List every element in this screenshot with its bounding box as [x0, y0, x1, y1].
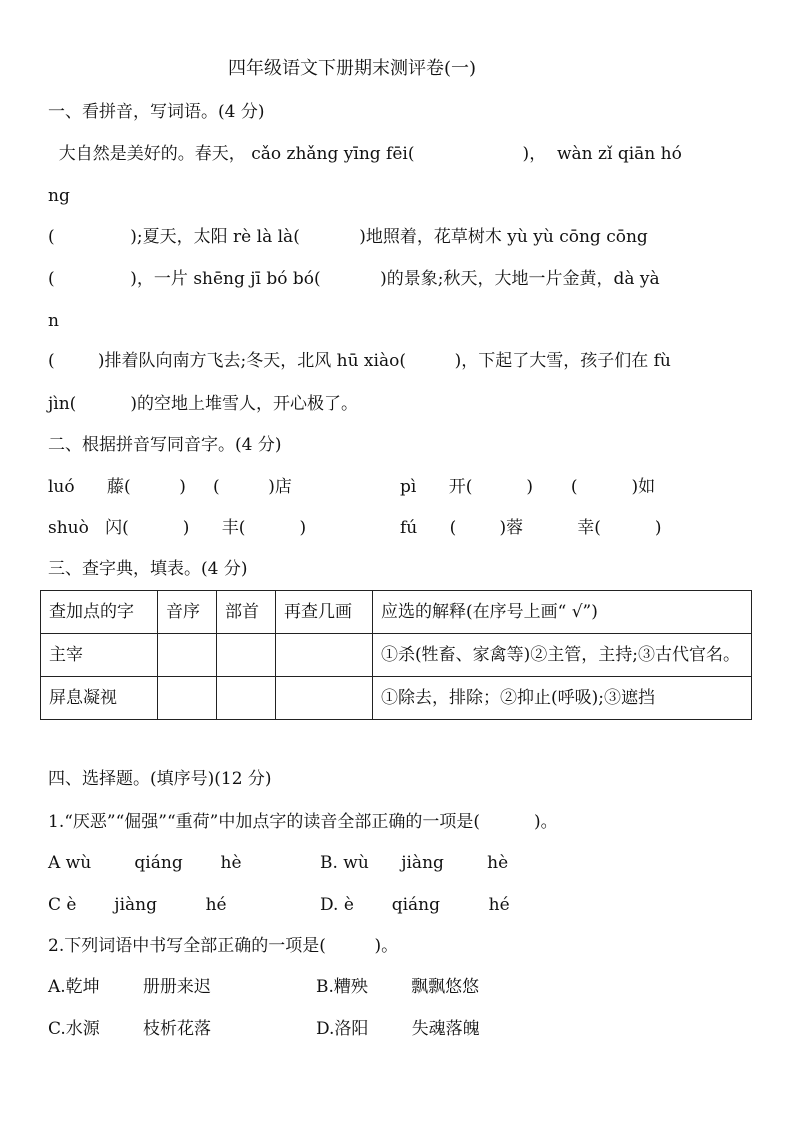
homophone-row-2-right: fú ( )蓉 幸( )	[400, 518, 662, 538]
homophone-row-2-left: shuò 闪( ) 丰( )	[48, 518, 307, 538]
question-2-option-c[interactable]: C.水源 枝析花落	[48, 1019, 212, 1039]
homophone-row-1-left: luó 藤( ) ( )店	[48, 477, 292, 497]
row-explanation: ①杀(牲畜、家禽等)②主管，主持;③古代官名。	[373, 634, 752, 677]
section-4-heading: 四、选择题。(填序号)(12 分)	[48, 769, 272, 789]
phonetic-order-cell[interactable]	[158, 677, 217, 720]
section-2-heading: 二、根据拼音写同音字。(4 分)	[48, 435, 282, 455]
phonetic-order-cell[interactable]	[158, 634, 217, 677]
question-1-option-b[interactable]: B. wù jiàng hè	[320, 853, 509, 873]
row-explanation: ①除去，排除；②抑止(呼吸);③遮挡	[373, 677, 752, 720]
table-row	[41, 677, 752, 720]
header-explanation: 应选的解释(在序号上画“ √”)	[373, 591, 752, 634]
header-char: 查加点的字	[41, 591, 158, 634]
table-header-row	[41, 591, 752, 634]
section-1-line-2: ng	[48, 186, 70, 206]
radical-cell[interactable]	[217, 634, 276, 677]
header-phonetic-order: 音序	[158, 591, 217, 634]
section-1-line-4: ( )，一片 shēng jī bó bó( )的景象;秋天，大地一片金黄，dà yà	[48, 269, 660, 289]
question-2-option-b[interactable]: B.糟殃 飘飘悠悠	[316, 977, 480, 997]
section-1-heading: 一、看拼音，写词语。(4 分)	[48, 102, 265, 122]
section-1-line-5: n	[48, 311, 59, 331]
question-2-option-a[interactable]: A.乾坤 册册来迟	[48, 977, 211, 997]
header-radical: 部首	[217, 591, 276, 634]
radical-cell[interactable]	[217, 677, 276, 720]
strokes-cell[interactable]	[276, 677, 373, 720]
row-word: 主宰	[41, 634, 158, 677]
dictionary-table	[40, 590, 752, 720]
section-1-line-7: jìn( )的空地上堆雪人，开心极了。	[48, 394, 358, 414]
question-2-option-d[interactable]: D.洛阳 失魂落魄	[316, 1019, 480, 1039]
strokes-cell[interactable]	[276, 634, 373, 677]
question-2: 2.下列词语中书写全部正确的一项是( )。	[48, 936, 399, 956]
question-1-option-a[interactable]: A wù qiáng hè	[48, 853, 242, 873]
section-1-line-6: ( )排着队向南方飞去;冬天，北风 hū xiào( )，下起了大雪，孩子们在 fù	[48, 351, 671, 371]
row-word: 屏息凝视	[41, 677, 158, 720]
section-1-line-1: 大自然是美好的。春天， cǎo zhǎng yīng fēi( )， wàn zǐ qiān hó	[48, 144, 682, 164]
question-1: 1.“厌恶”“倔强”“重荷”中加点字的读音全部正确的一项是( )。	[48, 812, 558, 832]
section-1-line-3: ( );夏天，太阳 rè là là( )地照着，花草树木 yù yù cōng cōng	[48, 227, 648, 247]
table-row	[41, 634, 752, 677]
section-3-heading: 三、查字典，填表。(4 分)	[48, 559, 248, 579]
question-1-option-d[interactable]: D. è qiáng hé	[320, 895, 510, 915]
page-title: 四年级语文下册期末测评卷(一)	[228, 58, 477, 79]
header-strokes: 再查几画	[276, 591, 373, 634]
question-1-option-c[interactable]: C è jiàng hé	[48, 895, 227, 915]
homophone-row-1-right: pì 开( ) ( )如	[400, 477, 656, 497]
